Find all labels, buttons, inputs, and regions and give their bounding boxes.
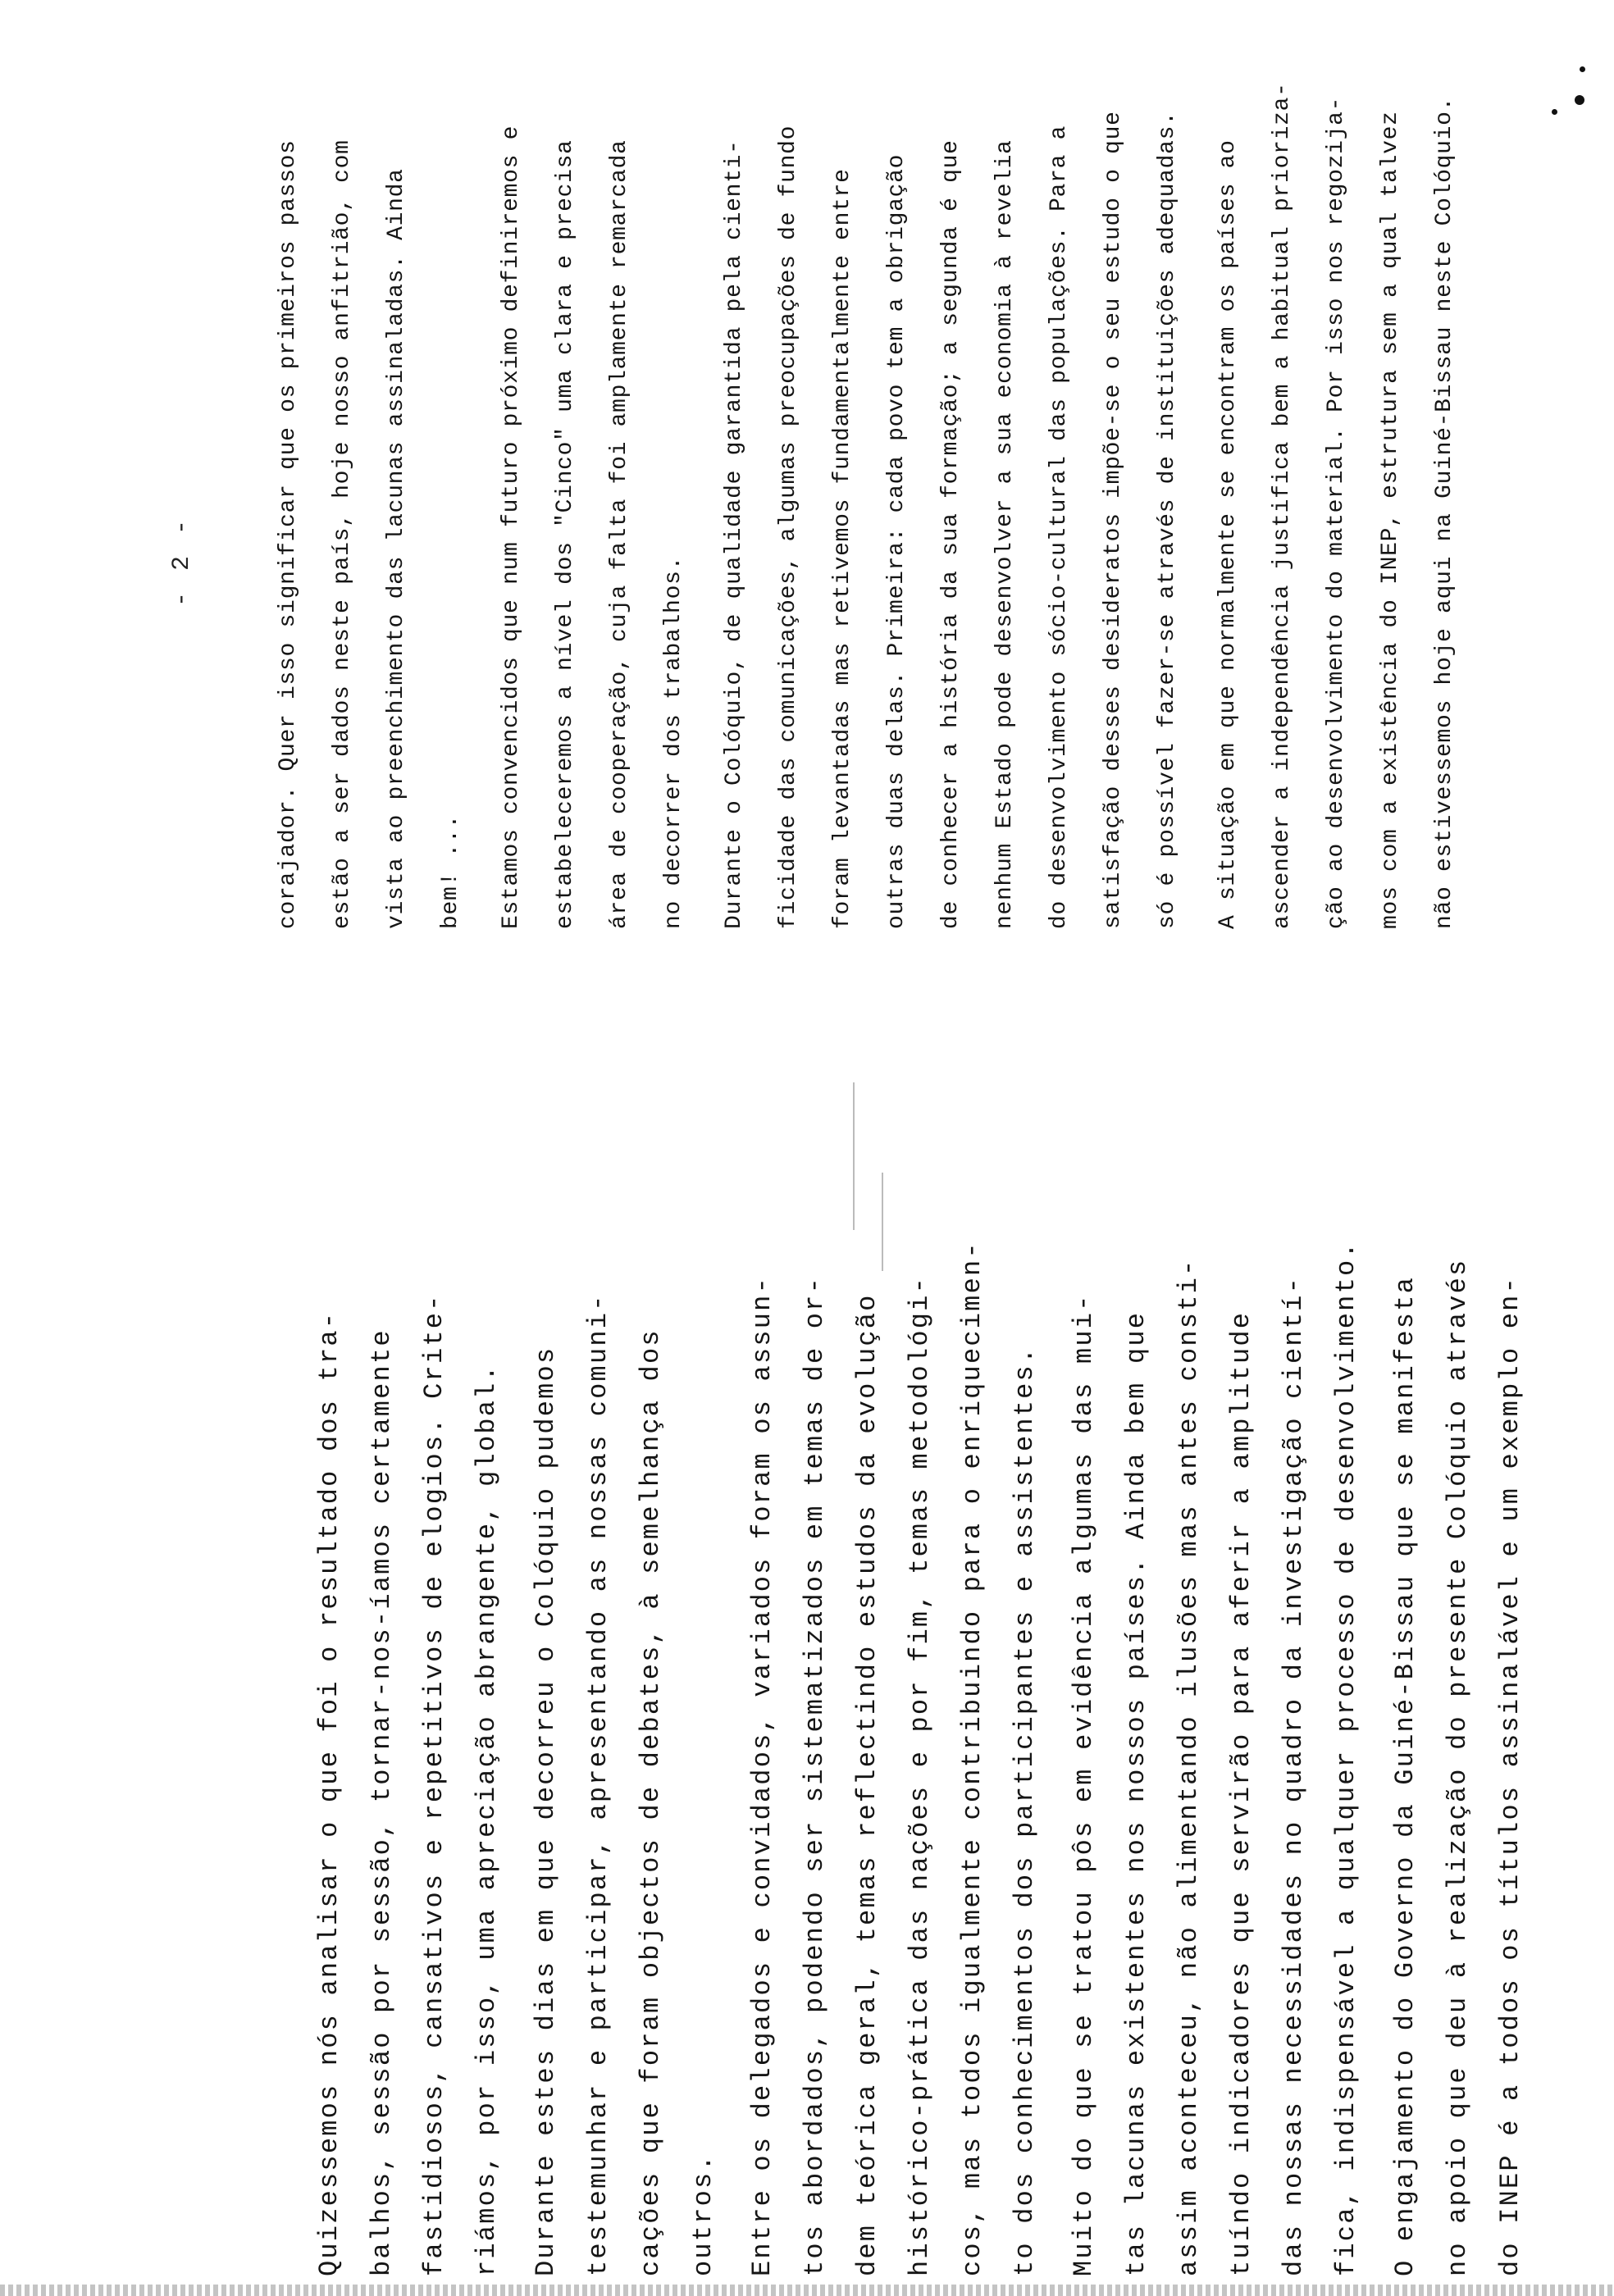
text-line: fastidiosos, cansativos e repetitivos de elogios. Crite- [419,1293,449,2276]
text-line: histórico-prática das nações e por fim, temas metodológi- [905,1276,935,2276]
speck-mark [1575,95,1584,105]
paragraph [262,82,478,929]
speck-mark [1552,109,1557,115]
text-line: do INEP é a todos os títulos assinalável e um exemplo en- [1495,1276,1525,2276]
text-line: no decorrer dos trabalhos. [661,555,686,929]
text-line: estão a ser dados neste país, hoje nosso anfitrião, com [330,139,355,929]
text-line: ascender a independência justifica bem a habitual prioriza- [1270,82,1295,929]
text-line: A situação em que normalmente se encontram os países ao [1215,139,1241,929]
fold-mark [853,1082,855,1230]
paragraph [520,1241,730,2276]
text-line: no apoio que deu à realização do presente Colóquio através [1443,1258,1473,2276]
fold-mark [882,1173,883,1271]
text-line: de conhecer a história da sua formação; a segunda é que [938,139,964,929]
paragraph [1379,1241,1537,2276]
text-line: tos abordados, podendo ser sistematizados em temas de or- [800,1276,830,2276]
text-line: das nossas necessidades no quadro da investigação cientí- [1279,1276,1309,2276]
text-line: outras duas delas. Primeira: cada povo tem a obrigação [884,153,910,929]
text-line: Estamos convencidos que num futuro próximo definiremos e [499,125,524,929]
text-line: fica, indispensável a qualquer processo de desenvolvimento. [1331,1241,1361,2276]
text-line: bem! ... [438,813,463,929]
paragraph [1201,82,1472,929]
text-line: riámos, por isso, uma apreciação abrangente, global. [472,1364,502,2276]
text-line: do desenvolvimento sócio-cultural das populações. Para a [1046,125,1072,929]
speck-mark [1580,66,1585,72]
text-line: ficidade das comunicações, algumas preocupações de fundo [776,125,801,929]
scan-edge [0,2285,1614,2296]
text-line: Entre os delegados e convidados, variados foram os assun- [747,1276,777,2276]
text-line: só é possível fazer-se através de instituições adequadas. [1155,111,1180,929]
text-line: não estivessemos hoje aqui na Guiné-Bissau neste Colóquio. [1432,96,1457,929]
text-line: balhos, sessão por sessão, tornar-nos-íamos certamente [367,1328,397,2276]
text-line: to dos conhecimentos dos participantes e assistentes. [1010,1346,1040,2276]
paragraph [485,82,701,929]
text-line: assim aconteceu, não alimentando ilusões mas antes consti- [1174,1258,1204,2276]
text-line: área de cooperação, cuja falta foi amplamente remarcada [607,139,632,929]
left-column [303,1241,1543,2276]
text-line: Muito do que se tratou pôs em evidência algumas das mui- [1069,1293,1099,2276]
text-line: outros. [688,2153,718,2276]
text-line: vista ao preenchimento das lacunas assinaladas. Ainda [384,168,409,929]
paragraph [1058,1241,1373,2276]
text-line: dem teórica geral, temas reflectindo estudos da evolução [852,1293,882,2276]
text-line: Quizessemos nós analisar o que foi o resultado dos tra- [314,1310,344,2276]
paragraph [736,1241,1051,2276]
text-line: ção ao desenvolvimento do material. Por isso nos regozija- [1324,96,1349,929]
text-line: Durante estes dias em que decorreu o Colóquio pudemos [531,1346,561,2276]
text-line: tas lacunas existentes nos nossos países. Ainda bem que [1121,1310,1151,2276]
paragraph [708,82,1195,929]
text-line: O engajamento do Governo da Guiné-Bissau que se manifesta [1390,1276,1420,2276]
text-line: mos com a existência do INEP, estrutura sem a qual talvez [1378,111,1403,929]
text-line: corajador. Quer isso significar que os primeiros passos [276,139,301,929]
text-line: cações que foram objectos de debates, à semelhança dos [636,1328,666,2276]
text-line: nenhum Estado pode desenvolver a sua economia à revelia [992,139,1018,929]
text-line: estabeleceremos a nível dos "Cinco" uma clara e precisa [553,139,578,929]
text-line: tuíndo indicadores que servirão para aferir a amplitude [1226,1310,1256,2276]
text-line: testemunhar e participar, apresentando as nossas comuni- [583,1293,613,2276]
paragraph [303,1241,513,2276]
text-line: cos, mas todos igualmente contribuindo para o enriquecimen- [957,1241,987,2276]
page-number: - 2 - [168,516,196,607]
right-column [262,82,1479,929]
text-line: Durante o Colóquio, de qualidade garantida pela cienti- [722,139,747,929]
text-line: satisfação desses desideratos impõe-se o seu estudo o que [1101,111,1126,929]
text-line: foram levantadas mas retivemos fundamentalmente entre [830,168,855,929]
